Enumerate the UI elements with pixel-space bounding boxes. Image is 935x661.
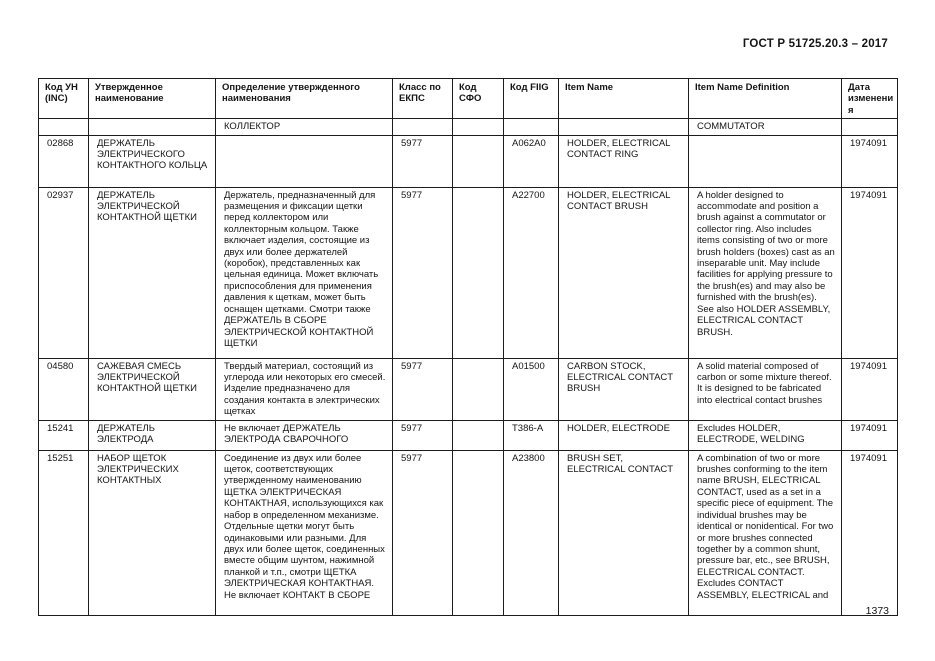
cell-inc-code xyxy=(39,119,89,135)
cell-item-name xyxy=(559,119,689,135)
cell-fiig-code xyxy=(504,119,559,135)
table-head xyxy=(39,79,898,119)
cell-approved-name-definition: Твердый материал, состоящий из углерода или некоторых его смесей. Изделие предназначено для создания контакта в электрических щетках xyxy=(216,358,393,420)
cell-item-name: HOLDER, ELECTRICAL CONTACT BRUSH xyxy=(559,187,689,358)
cell-inc-code: 04580 xyxy=(39,358,89,420)
cell-ekps-class: 5977 xyxy=(393,420,453,450)
cell-approved-name-definition: Держатель, предназначенный для размещения и фиксации щетки перед коллектором или коллекторным кольцом. Также включает изделия, состоящие из двух или более держателей (коробок), представленных как цельная единица. Может включать приспособления для применения давления к щеткам, может быть оснащен щетками. Смотри также ДЕРЖАТЕЛЬ В СБОРЕ ЭЛЕКТРИЧЕСКОЙ КОНТАКТНОЙ ЩЕТКИ xyxy=(216,187,393,358)
table-row xyxy=(39,119,898,135)
cell-change-date: 1974091 xyxy=(842,187,898,358)
cell-approved-name-definition: КОЛЛЕКТОР xyxy=(216,119,393,135)
cell-ekps-class: 5977 xyxy=(393,358,453,420)
table-row xyxy=(39,187,898,358)
header-cell-approved-name: Утвержденное наименование xyxy=(89,79,216,119)
cell-ekps-class: 5977 xyxy=(393,135,453,187)
cell-item-name-definition: A holder designed to accommodate and position a brush against a commutator or collector ring. Also includes items consisting of two or more brush holders (boxes) cast as an inseparable unit. May include facilities for applying pressure to the brush(es) and may also be furnished with the brush(es). See also HOLDER ASSEMBLY, ELECTRICAL CONTACT BRUSH. xyxy=(689,187,842,358)
header-cell-fiig-code: Код FIIG xyxy=(504,79,559,119)
cell-ekps-class: 5977 xyxy=(393,450,453,615)
cell-item-name-definition: A combination of two or more brushes conforming to the item name BRUSH, ELECTRICAL CONTACT, used as a set in a specific piece of equipment. The individual brushes may be identical or nonidentical. For two or more brushes connected together by a common shunt, pressure bar, etc., see BRUSH, ELECTRICAL CONTACT. Excludes CONTACT ASSEMBLY, ELECTRICAL and xyxy=(689,450,842,615)
cell-item-name-definition: A solid material composed of carbon or some mixture thereof. It is designed to be fabricated into electrical contact brushes xyxy=(689,358,842,420)
cell-sfo-code xyxy=(453,358,504,420)
cell-sfo-code xyxy=(453,450,504,615)
cell-sfo-code xyxy=(453,135,504,187)
cell-item-name-definition: COMMUTATOR xyxy=(689,119,842,135)
page-number: 1373 xyxy=(865,605,889,617)
cell-fiig-code: A01500 xyxy=(504,358,559,420)
cell-ekps-class: 5977 xyxy=(393,187,453,358)
cell-approved-name: ДЕРЖАТЕЛЬ ЭЛЕКТРИЧЕСКОГО КОНТАКТНОГО КОЛЬЦА xyxy=(89,135,216,187)
cell-approved-name: САЖЕВАЯ СМЕСЬ ЭЛЕКТРИЧЕСКОЙ КОНТАКТНОЙ ЩЕТКИ xyxy=(89,358,216,420)
cell-item-name-definition: Excludes HOLDER, ELECTRODE, WELDING xyxy=(689,420,842,450)
cell-inc-code: 02868 xyxy=(39,135,89,187)
cell-fiig-code: T386-A xyxy=(504,420,559,450)
cell-change-date: 1974091 xyxy=(842,135,898,187)
header-cell-approved-name-definition: Определение утвержденного наименования xyxy=(216,79,393,119)
header-cell-sfo-code: Код СФО xyxy=(453,79,504,119)
cell-item-name: CARBON STOCK, ELECTRICAL CONTACT BRUSH xyxy=(559,358,689,420)
cell-approved-name: НАБОР ЩЕТОК ЭЛЕКТРИЧЕСКИХ КОНТАКТНЫХ xyxy=(89,450,216,615)
header-cell-ekps-class: Класс по ЕКПС xyxy=(393,79,453,119)
header-cell-item-name: Item Name xyxy=(559,79,689,119)
table-row xyxy=(39,135,898,187)
cell-item-name: BRUSH SET, ELECTRICAL CONTACT xyxy=(559,450,689,615)
header-cell-inc-code: Код УН (INC) xyxy=(39,79,89,119)
table-row xyxy=(39,450,898,615)
cell-sfo-code xyxy=(453,187,504,358)
table-row xyxy=(39,420,898,450)
cell-approved-name xyxy=(89,119,216,135)
cell-change-date: 1974091 xyxy=(842,420,898,450)
cell-approved-name-definition: Соединение из двух или более щеток, соответствующих утвержденному наименованию ЩЕТКА ЭЛЕКТРИЧЕСКАЯ КОНТАКТНАЯ, использующихся как набор в определенном механизме. Отдельные щетки могут быть одинаковыми или разными. Для двух или более щеток, соединенных вместе общим шунтом, нажимной планкой и т.п., смотри ЩЕТКА ЭЛЕКТРИЧЕСКАЯ КОНТАКТНАЯ. Не включает КОНТАКТ В СБОРЕ xyxy=(216,450,393,615)
cell-change-date: 1974091 xyxy=(842,450,898,615)
cell-item-name: HOLDER, ELECTRICAL CONTACT RING xyxy=(559,135,689,187)
cell-change-date xyxy=(842,119,898,135)
cell-item-name-definition xyxy=(689,135,842,187)
cell-inc-code: 15251 xyxy=(39,450,89,615)
header-cell-item-name-definition: Item Name Definition xyxy=(689,79,842,119)
cell-sfo-code xyxy=(453,420,504,450)
cell-inc-code: 02937 xyxy=(39,187,89,358)
cell-approved-name-definition: Не включает ДЕРЖАТЕЛЬ ЭЛЕКТРОДА СВАРОЧНОГО xyxy=(216,420,393,450)
table-row xyxy=(39,358,898,420)
cell-change-date: 1974091 xyxy=(842,358,898,420)
cell-fiig-code: A22700 xyxy=(504,187,559,358)
cell-item-name: HOLDER, ELECTRODE xyxy=(559,420,689,450)
cell-sfo-code xyxy=(453,119,504,135)
cell-inc-code: 15241 xyxy=(39,420,89,450)
cell-approved-name: ДЕРЖАТЕЛЬ ЭЛЕКТРОДА xyxy=(89,420,216,450)
table-body xyxy=(39,119,898,615)
standard-reference: ГОСТ Р 51725.20.3 – 2017 xyxy=(742,38,888,50)
cell-approved-name: ДЕРЖАТЕЛЬ ЭЛЕКТРИЧЕСКОЙ КОНТАКТНОЙ ЩЕТКИ xyxy=(89,187,216,358)
header-cell-change-date: Дата изменения xyxy=(842,79,898,119)
cell-ekps-class xyxy=(393,119,453,135)
cell-fiig-code: A062A0 xyxy=(504,135,559,187)
header-row xyxy=(39,79,898,119)
cell-fiig-code: A23800 xyxy=(504,450,559,615)
cell-approved-name-definition xyxy=(216,135,393,187)
classification-table xyxy=(38,78,898,616)
